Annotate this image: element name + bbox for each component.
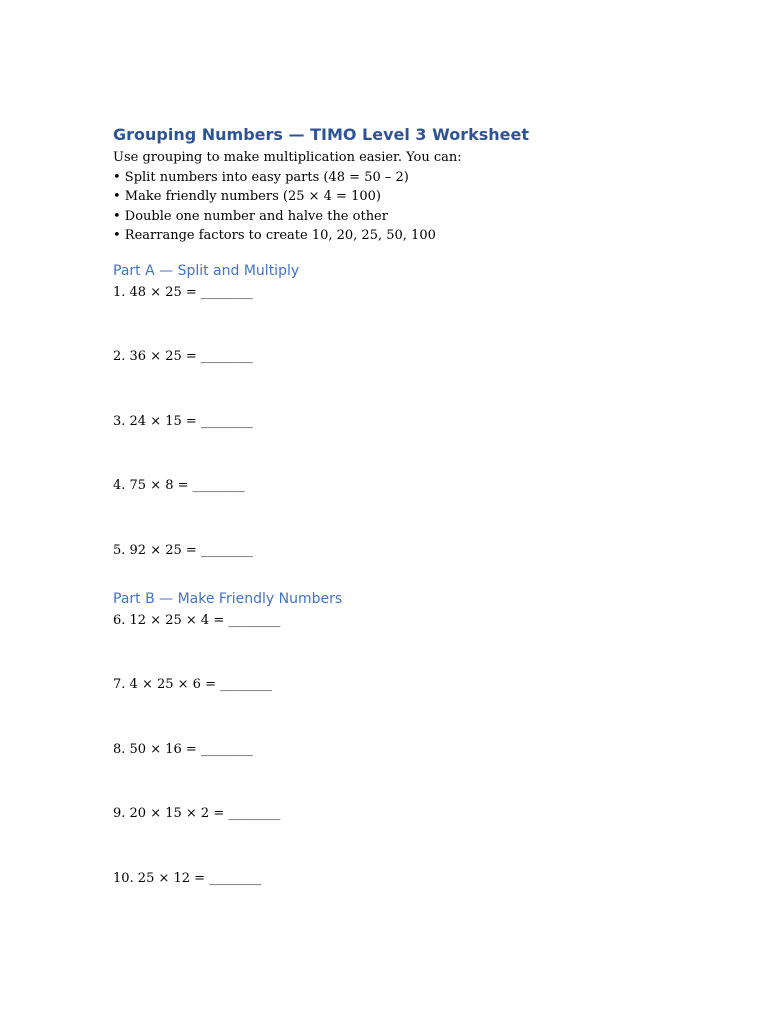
tip-item: • Split numbers into easy parts (48 = 50 – 2) [113,169,409,185]
problem-item: 6. 12 × 25 × 4 = ________ [113,612,281,628]
problem-item: 4. 75 × 8 = ________ [113,478,245,493]
problem-item: 7. 4 × 25 × 6 = ________ [113,677,273,692]
tip-item: • Make friendly numbers (25 × 4 = 100) [113,189,381,204]
part-a-problems [113,283,713,560]
problem-item: 9. 20 × 15 × 2 = ________ [113,806,281,821]
problem-item: 1. 48 × 25 = ________ [113,284,253,300]
worksheet-page [113,125,713,888]
tip-item: • Rearrange factors to create 10, 20, 25, 50, 100 [113,228,436,243]
problem-item: 5. 92 × 25 = ________ [113,542,253,558]
problem-item: 2. 36 × 25 = ________ [113,349,253,364]
part-b-problems [113,611,713,888]
problem-item: 8. 50 × 16 = ________ [113,741,253,757]
worksheet-title: Grouping Numbers — TIMO Level 3 Worksheet [113,125,529,144]
intro-text: Use grouping to make multiplication easier. You can: [113,150,462,165]
part-b-heading: Part B — Make Friendly Numbers [113,590,343,607]
tips-list [113,168,713,246]
problem-item: 10. 25 × 12 = ________ [113,870,262,886]
problem-item: 3. 24 × 15 = ________ [113,413,253,429]
part-a-heading: Part A — Split and Multiply [113,262,300,279]
tip-item: • Double one number and halve the other [113,208,388,224]
